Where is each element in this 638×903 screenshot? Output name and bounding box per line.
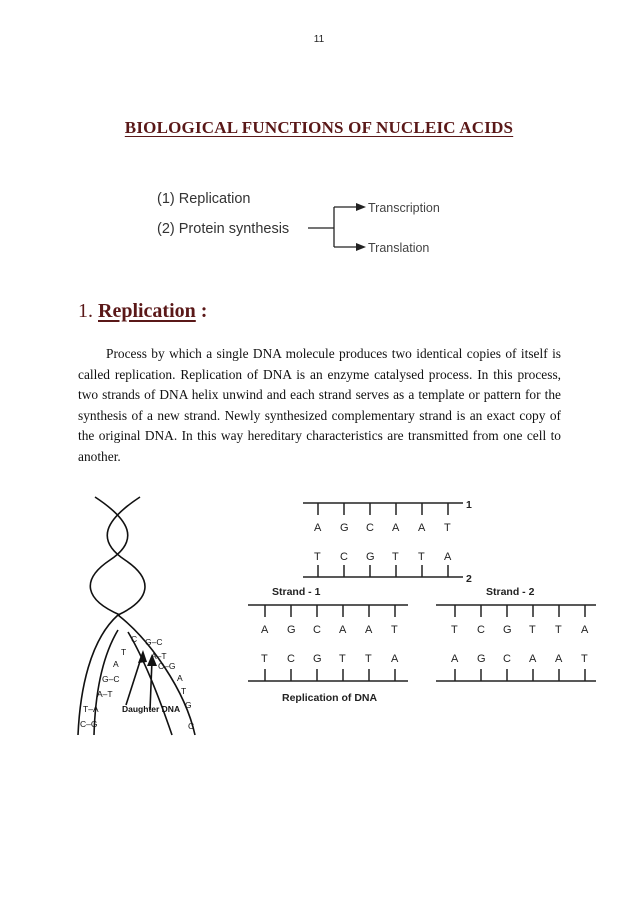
left-top-base: A — [339, 624, 347, 636]
section-body: Process by which a single DNA molecule produces two identical copies of itself is called replication. Replication of DNA is an enzyme catalysed process. In this process, two strands of DNA helix unwind and each strand serves as a template or pattern for the synthesis of a new strand. Newly synthesized complementary strand is an exact copy of the original DNA. In this way hereditary characteristics are transmitted from one cell to another. — [78, 346, 561, 464]
branch-translation: Translation — [368, 241, 430, 255]
left-top-base: A — [365, 624, 373, 636]
fork-base-pair: G–C — [145, 637, 163, 647]
branch-transcription: Transcription — [368, 201, 440, 215]
right-bottom-base: A — [529, 653, 537, 665]
fork-base: T — [121, 647, 127, 657]
parent-top-base: A — [392, 522, 400, 534]
right-top-base: T — [451, 624, 458, 636]
fork-outer-right — [118, 615, 195, 735]
fork-base-pair: C–G — [80, 719, 98, 729]
right-top-base: G — [503, 624, 512, 636]
helix-strand-a — [90, 497, 127, 615]
fork-base: A — [177, 673, 183, 683]
fork-base-pair: A–T — [97, 689, 113, 699]
parent-bottom-base: T — [314, 551, 321, 563]
arrow-right — [150, 660, 152, 710]
arrowhead-upper — [356, 203, 366, 211]
functions-diagram — [157, 191, 440, 255]
left-bottom-base: T — [339, 653, 346, 665]
page-title: BIOLOGICAL FUNCTIONS OF NUCLEIC ACIDS — [124, 118, 514, 137]
fork-base-pair: T–A — [83, 704, 99, 714]
page-number: 11 — [313, 34, 325, 45]
fork-base: T — [181, 686, 187, 696]
parent-bottom-base: T — [418, 551, 425, 563]
replication-caption: Replication of DNA — [282, 692, 378, 704]
parent-top-base: T — [444, 522, 451, 534]
right-top-base: A — [581, 624, 589, 636]
fork-base-pair: A–T — [151, 651, 167, 661]
strand-label-2: Strand - 2 — [486, 586, 535, 598]
parent-top-base: A — [314, 522, 322, 534]
left-top-base: G — [287, 624, 296, 636]
right-bottom-base: A — [451, 653, 459, 665]
fork-base: G — [185, 700, 192, 710]
right-top-base: T — [555, 624, 562, 636]
section-colon: : — [200, 300, 208, 322]
fork-base: C — [188, 721, 195, 731]
left-bottom-base: A — [391, 653, 399, 665]
fork-base: C — [131, 634, 138, 644]
right-bottom-base: A — [555, 653, 563, 665]
left-top-base: C — [313, 624, 321, 636]
section-heading — [78, 300, 207, 323]
function-replication: (1) Replication — [157, 191, 251, 207]
left-bottom-base: G — [313, 653, 322, 665]
function-protein-synthesis: (2) Protein synthesis — [157, 221, 290, 237]
daughter-dna-label: Daughter DNA — [122, 704, 181, 714]
strand-number-1: 1 — [466, 499, 472, 511]
right-bottom-base: T — [581, 653, 588, 665]
left-top-base: T — [391, 624, 398, 636]
parent-top-base: G — [340, 522, 349, 534]
replication-fork-diagram — [78, 497, 195, 735]
parent-top-base: A — [418, 522, 426, 534]
right-bottom-base: C — [503, 653, 511, 665]
helix-strand-b — [107, 497, 145, 615]
right-bottom-base: G — [477, 653, 486, 665]
parent-top-base: C — [366, 522, 374, 534]
left-top-base: A — [261, 624, 269, 636]
section-name: Replication — [98, 300, 196, 322]
left-bottom-base: T — [365, 653, 372, 665]
parent-bottom-base: T — [392, 551, 399, 563]
fork-base-pair: C–G — [158, 661, 176, 671]
fork-base-pair: G–C — [102, 674, 120, 684]
right-top-base: T — [529, 624, 536, 636]
arrowhead-lower — [356, 243, 366, 251]
parent-bottom-base: A — [444, 551, 452, 563]
fork-base: A — [113, 659, 119, 669]
parent-bottom-base: C — [340, 551, 348, 563]
strand-number-2: 2 — [466, 573, 472, 585]
left-bottom-base: T — [261, 653, 268, 665]
section-number: 1. — [78, 300, 93, 322]
strand-label-1: Strand - 1 — [272, 586, 321, 598]
parent-bottom-base: G — [366, 551, 375, 563]
right-top-base: C — [477, 624, 485, 636]
left-bottom-base: C — [287, 653, 295, 665]
parent-dna-diagram — [303, 503, 463, 577]
